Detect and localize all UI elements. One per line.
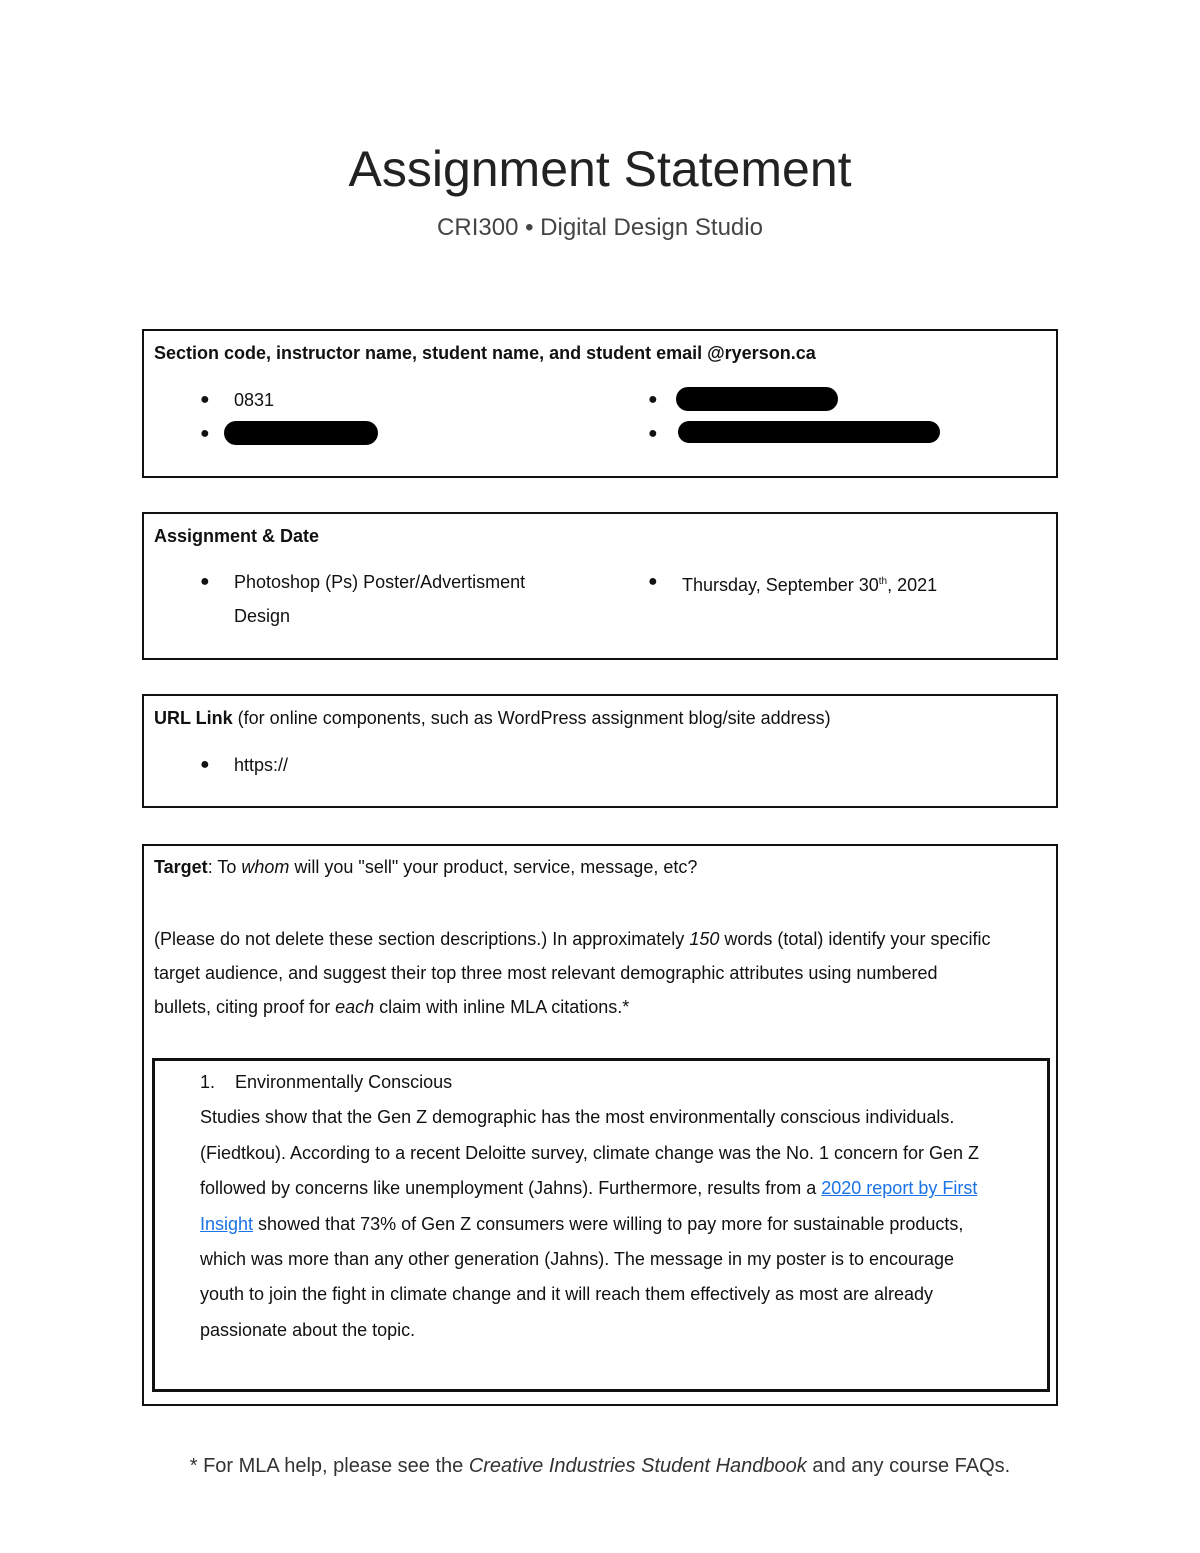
bullet-icon: ● (648, 391, 658, 408)
bullet-icon: ● (200, 756, 210, 773)
redacted-student-name (676, 387, 838, 411)
redacted-student-email (678, 421, 940, 443)
url-value[interactable]: https:// (234, 755, 289, 775)
first-insight-link[interactable]: 2020 report by First (821, 1178, 978, 1199)
target-description-line: (Please do not delete these section descriptions.) In approximately 150 words (total) identify your specific (154, 929, 991, 949)
answer-line: passionate about the topic. (200, 1319, 416, 1340)
answer-line: Studies show that the Gen Z demographic has the most environmentally conscious individuals. (200, 1107, 955, 1128)
footnote: * For MLA help, please see the Creative Industries Student Handbook and any course FAQs. (189, 1455, 1011, 1477)
target-question: Target: To whom will you "sell" your product, service, message, etc? (154, 857, 698, 877)
page-subtitle: CRI300 • Digital Design Studio (437, 214, 763, 241)
target-answer-text (200, 1065, 1058, 1348)
answer-line: which was more than any other generation (Jahns). The message in my poster is to encourage (200, 1249, 955, 1270)
target-answer-box (152, 1058, 1050, 1392)
answer-line: (Fiedtkou). According to a recent Deloitte survey, climate change was the No. 1 concern for Gen Z (200, 1142, 980, 1163)
assignment-date-box (142, 512, 1058, 660)
answer-line: youth to join the fight in climate change and it will reach them effectively as most are already (200, 1284, 934, 1305)
bullet-icon: ● (200, 425, 210, 442)
bullet-icon: ● (648, 573, 658, 590)
section-info-label: Section code, instructor name, student name, and student email @ryerson.ca (154, 343, 816, 363)
list-item-title: 1. Environmentally Conscious (200, 1072, 453, 1092)
target-description (154, 922, 1058, 1024)
target-description-line: bullets, citing proof for each claim with inline MLA citations.* (154, 997, 630, 1017)
section-info-box (142, 329, 1058, 478)
assignment-date-label: Assignment & Date (154, 526, 320, 546)
page-title: Assignment Statement (348, 141, 852, 197)
answer-line: Insight showed that 73% of Gen Z consumers were willing to pay more for sustainable products, (200, 1213, 964, 1234)
assignment-name-line1: Photoshop (Ps) Poster/Advertisment (234, 572, 526, 592)
section-code: 0831 (234, 390, 275, 410)
target-description-line: target audience, and suggest their top three most relevant demographic attributes using numbered (154, 963, 938, 983)
target-box (142, 844, 1058, 1406)
assignment-date: Thursday, September 30th, 2021 (682, 575, 938, 595)
bullet-icon: ● (200, 573, 210, 590)
bullet-icon: ● (200, 391, 210, 408)
assignment-name-line2: Design (234, 606, 291, 626)
answer-line: followed by concerns like unemployment (Jahns). Furthermore, results from a 2020 report by First (200, 1178, 978, 1199)
first-insight-link-cont[interactable]: Insight (200, 1213, 254, 1234)
url-link-heading: URL Link (for online components, such as WordPress assignment blog/site address) (154, 708, 831, 728)
bullet-icon: ● (648, 425, 658, 442)
url-link-box (142, 694, 1058, 808)
redacted-instructor-name (224, 421, 378, 445)
